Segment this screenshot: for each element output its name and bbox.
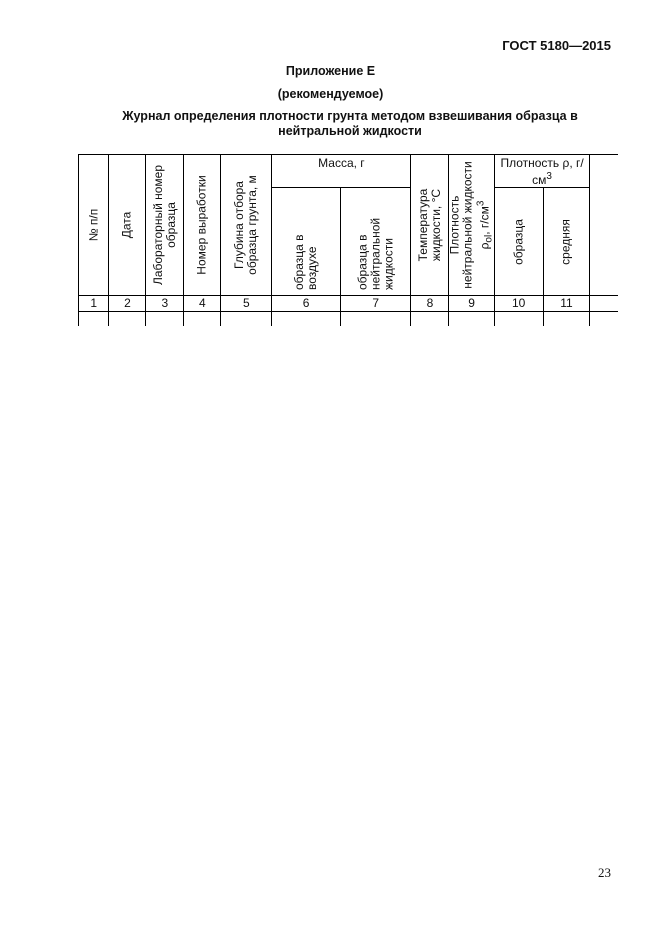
header-depth: Глубина отбора образца грунта, м (221, 155, 272, 296)
column-number-9: 9 (449, 296, 494, 312)
column-number-6: 6 (272, 296, 341, 312)
journal-table (78, 154, 618, 326)
column-number-8: 8 (411, 296, 449, 312)
column-number-2: 2 (109, 296, 146, 312)
table-row (79, 312, 619, 327)
column-number-3: 3 (146, 296, 184, 312)
page-number: 23 (598, 865, 611, 880)
header-liquid-density: Плотность нейтральной жидкости $\rho_{ol}$, $г/см^3$ (449, 155, 494, 296)
appendix-label: Приложение Е (285, 64, 376, 78)
header-excavation: Номер выработки (184, 155, 221, 296)
appendix-status: (рекомендуемое) (277, 87, 384, 101)
column-number-4: 4 (184, 296, 221, 312)
header-lab-number: Лабораторный номер образца (146, 155, 184, 296)
column-number-cut (590, 296, 618, 312)
title-line-2: нейтральной жидкости (278, 124, 422, 138)
column-number-10: 10 (494, 296, 543, 312)
header-number: № п/п (79, 155, 109, 296)
header-density-group: Плотность ρ, $г/см^3$ (494, 155, 590, 188)
column-number-5: 5 (221, 296, 272, 312)
header-mass-group: Масса, г (272, 155, 411, 188)
title-line-1: Журнал определения плотности грунта методом взвешивания образца в (122, 109, 578, 123)
appendix-title (90, 109, 610, 139)
standard-number: ГОСТ 5180—2015 (502, 38, 611, 53)
journal-table-wrapper (78, 154, 618, 326)
header-temperature: Температура жидкости, °С (411, 155, 449, 296)
header-mass-air: образца в воздухе (272, 188, 341, 296)
header-date: Дата (109, 155, 146, 296)
header-density-average: средняя (543, 188, 590, 296)
column-number-7: 7 (340, 296, 411, 312)
column-number-11: 11 (543, 296, 590, 312)
header-cut-column (590, 155, 618, 296)
column-number-1: 1 (79, 296, 109, 312)
header-mass-liquid: образца в нейтральной жидкости (340, 188, 411, 296)
header-density-sample: образца (494, 188, 543, 296)
